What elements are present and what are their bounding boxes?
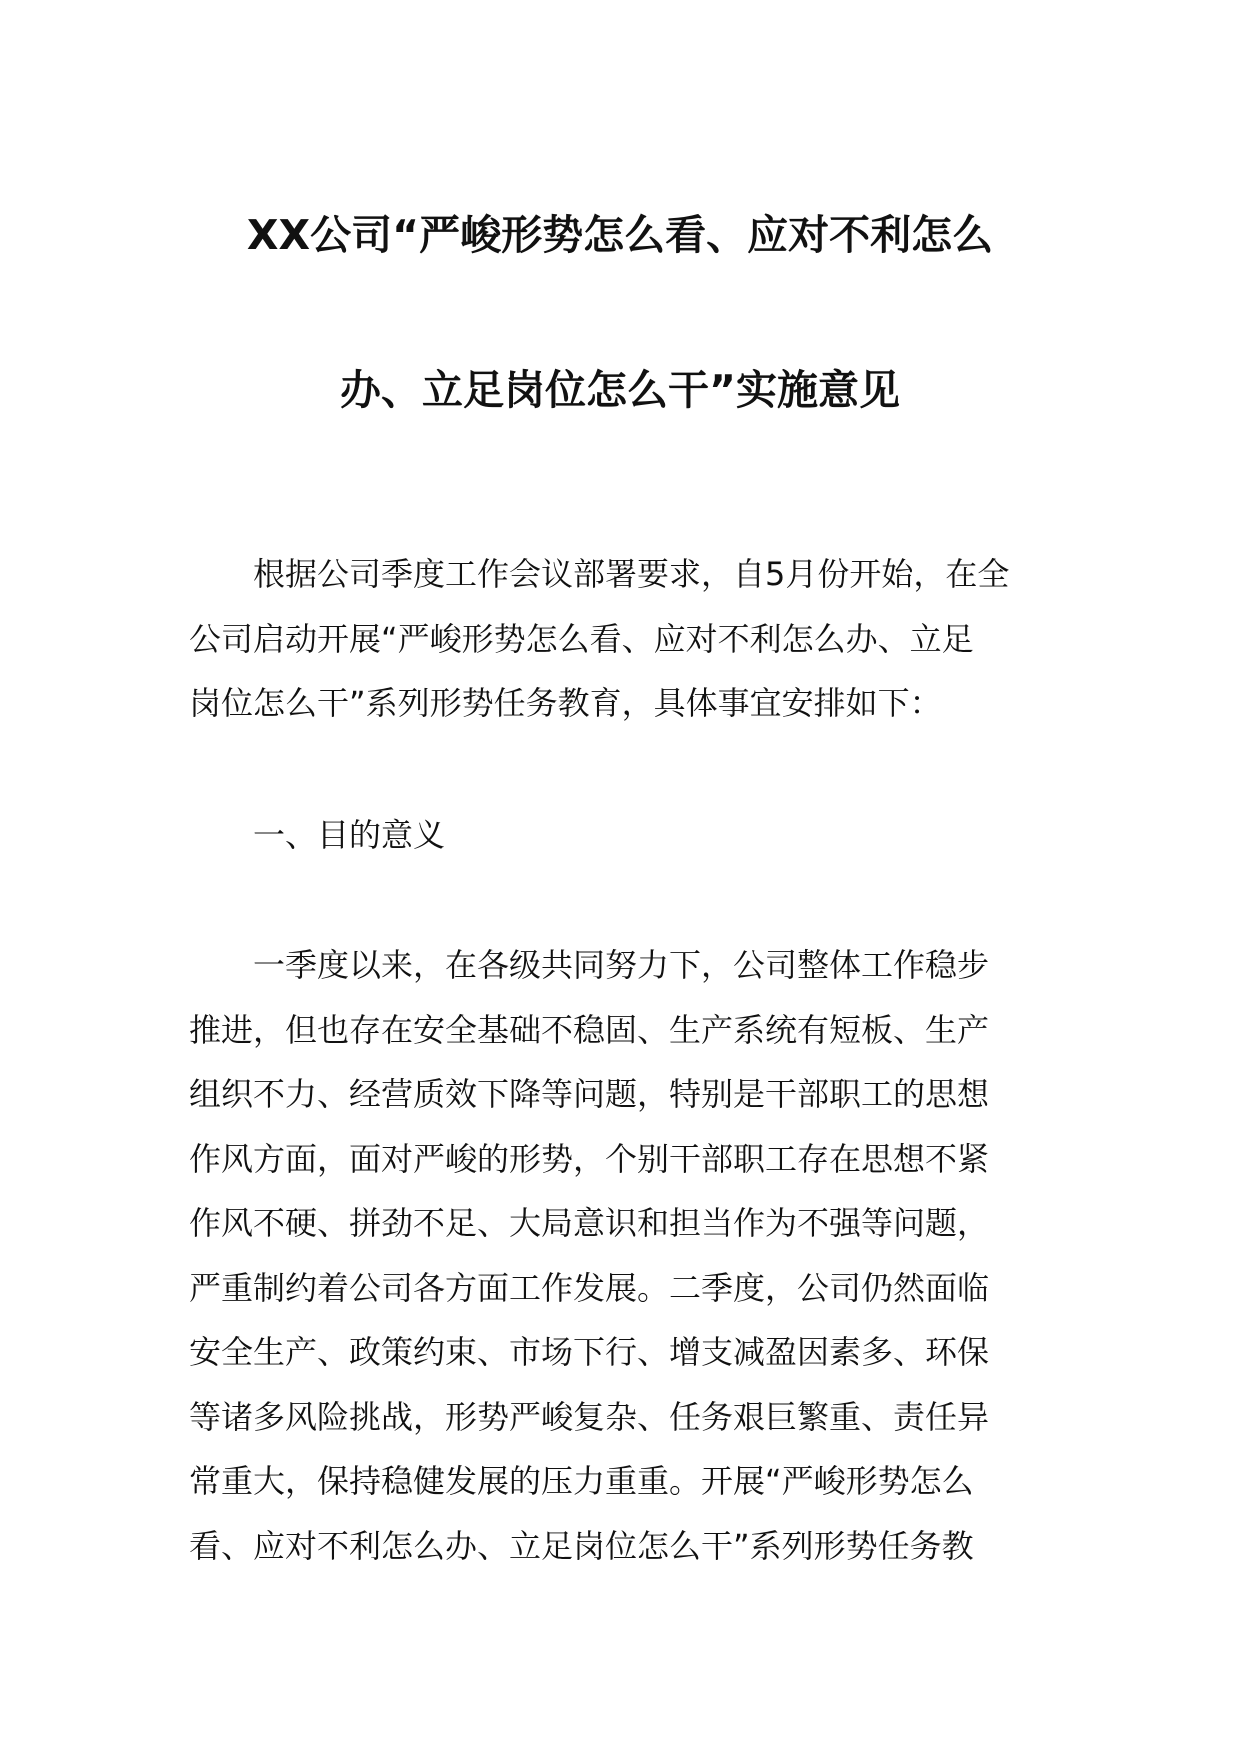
paragraph-line: 组织不力、经营质效下降等问题，特别是干部职工的思想: [189, 1075, 990, 1113]
purpose-paragraph: [189, 933, 1059, 1578]
paragraph-line: 推进，但也存在安全基础不稳固、生产系统有短板、生产: [189, 1010, 990, 1049]
paragraph-line: 等诸多风险挑战，形势严峻复杂、任务艰巨繁重、责任异: [189, 1397, 990, 1436]
paragraph-line: 根据公司季度工作会议部署要求，自5月份开始，在全: [253, 555, 1010, 593]
document-title-line-2: 办、立足岗位怎么干”实施意见: [340, 366, 900, 414]
paragraph-line: 看、应对不利怎么办、立足岗位怎么干”系列形势任务教: [189, 1526, 974, 1565]
paragraph-line: 严重制约着公司各方面工作发展。二季度，公司仍然面临: [189, 1268, 990, 1307]
paragraph-line: 岗位怎么干”系列形势任务教育，具体事宜安排如下：: [189, 684, 942, 722]
section-heading-text: 一、目的意义: [253, 816, 446, 854]
paragraph-line: 一季度以来，在各级共同努力下，公司整体工作稳步: [253, 946, 990, 984]
paragraph-line: 常重大，保持稳健发展的压力重重。开展“严峻形势怎么: [189, 1462, 974, 1500]
document-title-line-1: XX公司“严峻形势怎么看、应对不利怎么: [246, 211, 994, 259]
paragraph-line: 公司启动开展“严峻形势怎么看、应对不利怎么办、立足: [189, 619, 974, 658]
paragraph-line: 作风方面，面对严峻的形势，个别干部职工存在思想不紧: [189, 1139, 990, 1178]
section-heading: [189, 803, 1059, 868]
paragraph-line: 安全生产、政策约束、市场下行、增支减盈因素多、环保: [189, 1333, 990, 1371]
intro-paragraph: [189, 542, 1059, 736]
paragraph-line: 作风不硬、拼劲不足、大局意识和担当作为不强等问题，: [189, 1204, 990, 1242]
